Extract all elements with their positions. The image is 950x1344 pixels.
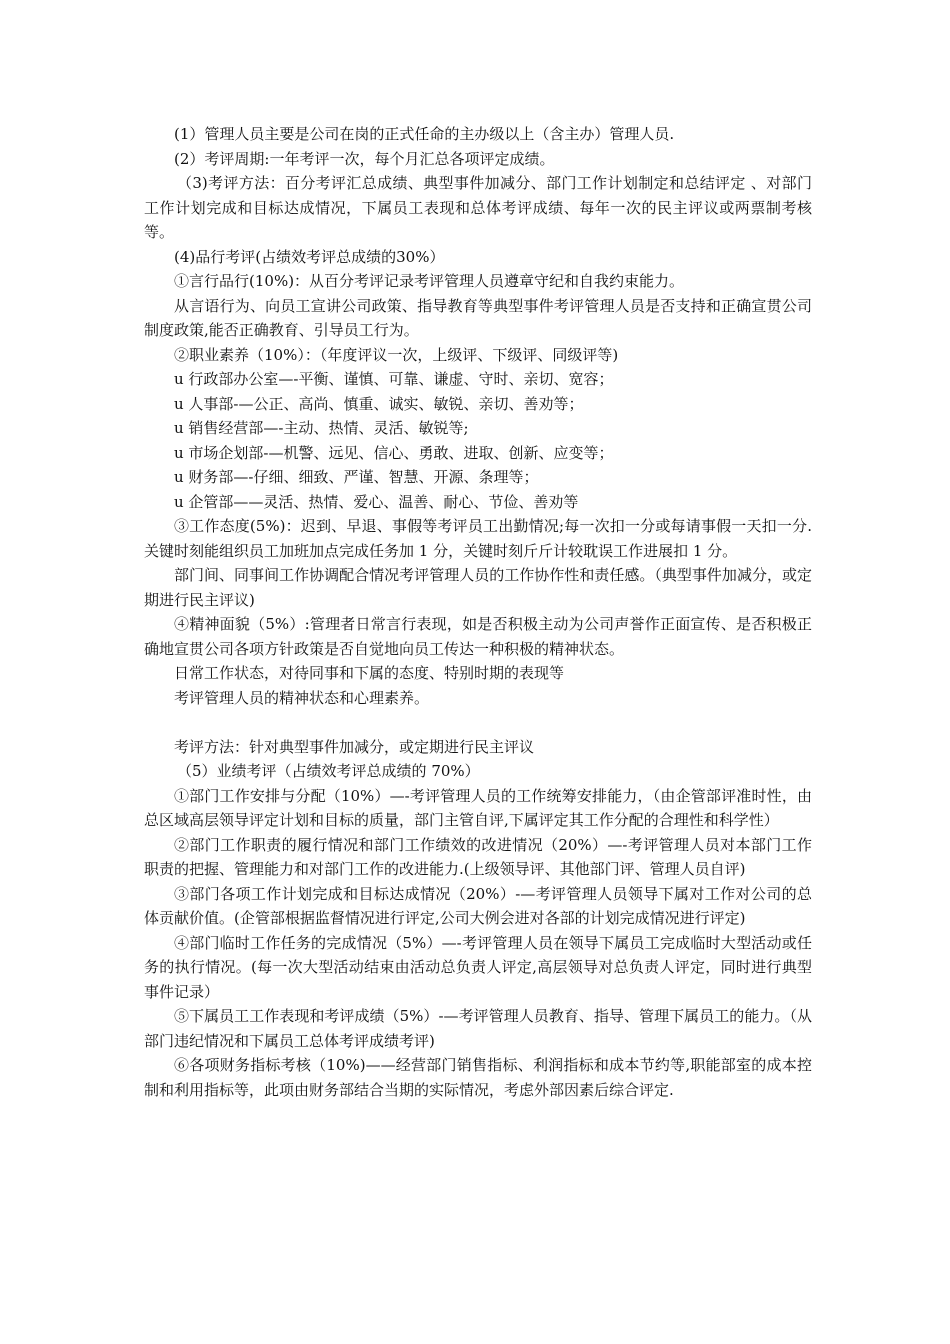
paragraph-scope: (1）管理人员主要是公司在岗的正式任命的主办级以上（含主办）管理人员. (174, 125, 675, 143)
paragraph-conduct-4-detail-2: 考评管理人员的精神状态和心理素养。 (174, 688, 430, 707)
paragraph-conduct-heading: (4)品行考评(占绩效考评总成绩的30%） (174, 247, 445, 266)
list-item-sales: u 销售经营部—-主动、热情、灵活、敏锐等; (174, 419, 469, 437)
list-item-marketing: u 市场企划部-—机警、远见、信心、勇敢、进取、创新、应变等； (174, 443, 614, 462)
paragraph-performance-2: ②部门工作职责的履行情况和部门工作绩效的改进情况（20%）—-考评管理人员对本部门工作职责的把握、管理能力和对部门工作的改进能力.(上级领导评、其他部门评、管理人员自评) (144, 835, 812, 878)
paragraph-conduct-1-detail: 从言语行为、向员工宣讲公司政策、指导教育等典型事件考评管理人员是否支持和正确宣贯公司制度政策,能否正确教育、引导员工行为。 (144, 296, 812, 339)
list-item-finance: u 财务部—-仔细、细致、严谨、智慧、开源、条理等； (174, 468, 539, 486)
paragraph-method: （3)考评方法：百分考评汇总成绩、典型事件加减分、部门工作计划制定和总结评定 、对部门工作计划完成和目标达成情况，下属员工表现和总体考评成绩、每年一次的民主评议或两票制考核等。 (144, 174, 812, 241)
paragraph-performance-6: ⑥各项财务指标考核（10%)——经营部门销售指标、利润指标和成本节约等,职能部室的成本控制和利用指标等，此项由财务部结合当期的实际情况，考虑外部因素后综合评定. (144, 1056, 812, 1099)
list-item-hr: u 人事部-—公正、高尚、慎重、诚实、敏锐、亲切、善劝等； (174, 394, 584, 413)
paragraph-conduct-3-detail: 部门间、同事间工作协调配合情况考评管理人员的工作协作性和责任感。（典型事件加减分，或定期进行民主评议) (144, 566, 812, 609)
paragraph-performance-3: ③部门各项工作计划完成和目标达成情况（20%）-—考评管理人员领导下属对工作对公司的总体贡献价值。(企管部根据监督情况进行评定,公司大例会进对各部的计划完成情况进行评定) (144, 884, 812, 927)
blank-line (144, 710, 812, 735)
paragraph-performance-5: ⑤下属员工工作表现和考评成绩（5%）-—考评管理人员教育、指导、管理下属员工的能力。（从部门违纪情况和下属员工总体考评成绩考评) (144, 1007, 812, 1050)
paragraph-conduct-4-detail-1: 日常工作状态，对待同事和下属的态度、特别时期的表现等 (174, 664, 565, 682)
document-body (144, 122, 812, 1102)
list-item-admin-office: u 行政部办公室—-平衡、谨慎、可靠、谦虚、守时、亲切、宽容； (174, 370, 614, 388)
paragraph-conduct-3: ③工作态度(5%)：迟到、早退、事假等考评员工出勤情况;每一次扣一分或每请事假一天扣一分.关键时刻能组织员工加班加点完成任务加 1 分，关键时刻斤斤计较耽误工作进展扣 1 分。 (144, 517, 812, 560)
paragraph-cycle: (2）考评周期:一年考评一次，每个月汇总各项评定成绩。 (174, 149, 555, 168)
paragraph-conduct-2: ②职业素养（10%）：（年度评议一次，上级评、下级评、同级评等) (174, 345, 619, 364)
paragraph-conduct-4: ④精神面貌（5%）:管理者日常言行表现，如是否积极主动为公司声誉作正面宣传、是否积极正确地宣贯公司各项方针政策是否自觉地向员工传达一种积极的精神状态。 (144, 615, 812, 658)
paragraph-conduct-1: ①言行品行(10%)：从百分考评记录考评管理人员遵章守纪和自我约束能力。 (174, 272, 685, 290)
paragraph-conduct-method: 考评方法：针对典型事件加减分，或定期进行民主评议 (174, 737, 535, 756)
list-item-management: u 企管部——灵活、热情、爱心、温善、耐心、节俭、善劝等 (174, 492, 579, 511)
paragraph-performance-1: ①部门工作安排与分配（10%）—-考评管理人员的工作统筹安排能力，（由企管部评准时性，由总区域高层领导评定计划和目标的质量，部门主管自评,下属评定其工作分配的合理性和科学性） (144, 786, 812, 829)
paragraph-performance-heading: （5）业绩考评（占绩效考评总成绩的 70%） (177, 762, 480, 780)
paragraph-performance-4: ④部门临时工作任务的完成情况（5%）—-考评管理人员在领导下属员工完成临时大型活动或任务的执行情况。(每一次大型活动结束由活动总负责人评定,高层领导对总负责人评定，同时进行典型事件记录） (144, 933, 812, 1001)
